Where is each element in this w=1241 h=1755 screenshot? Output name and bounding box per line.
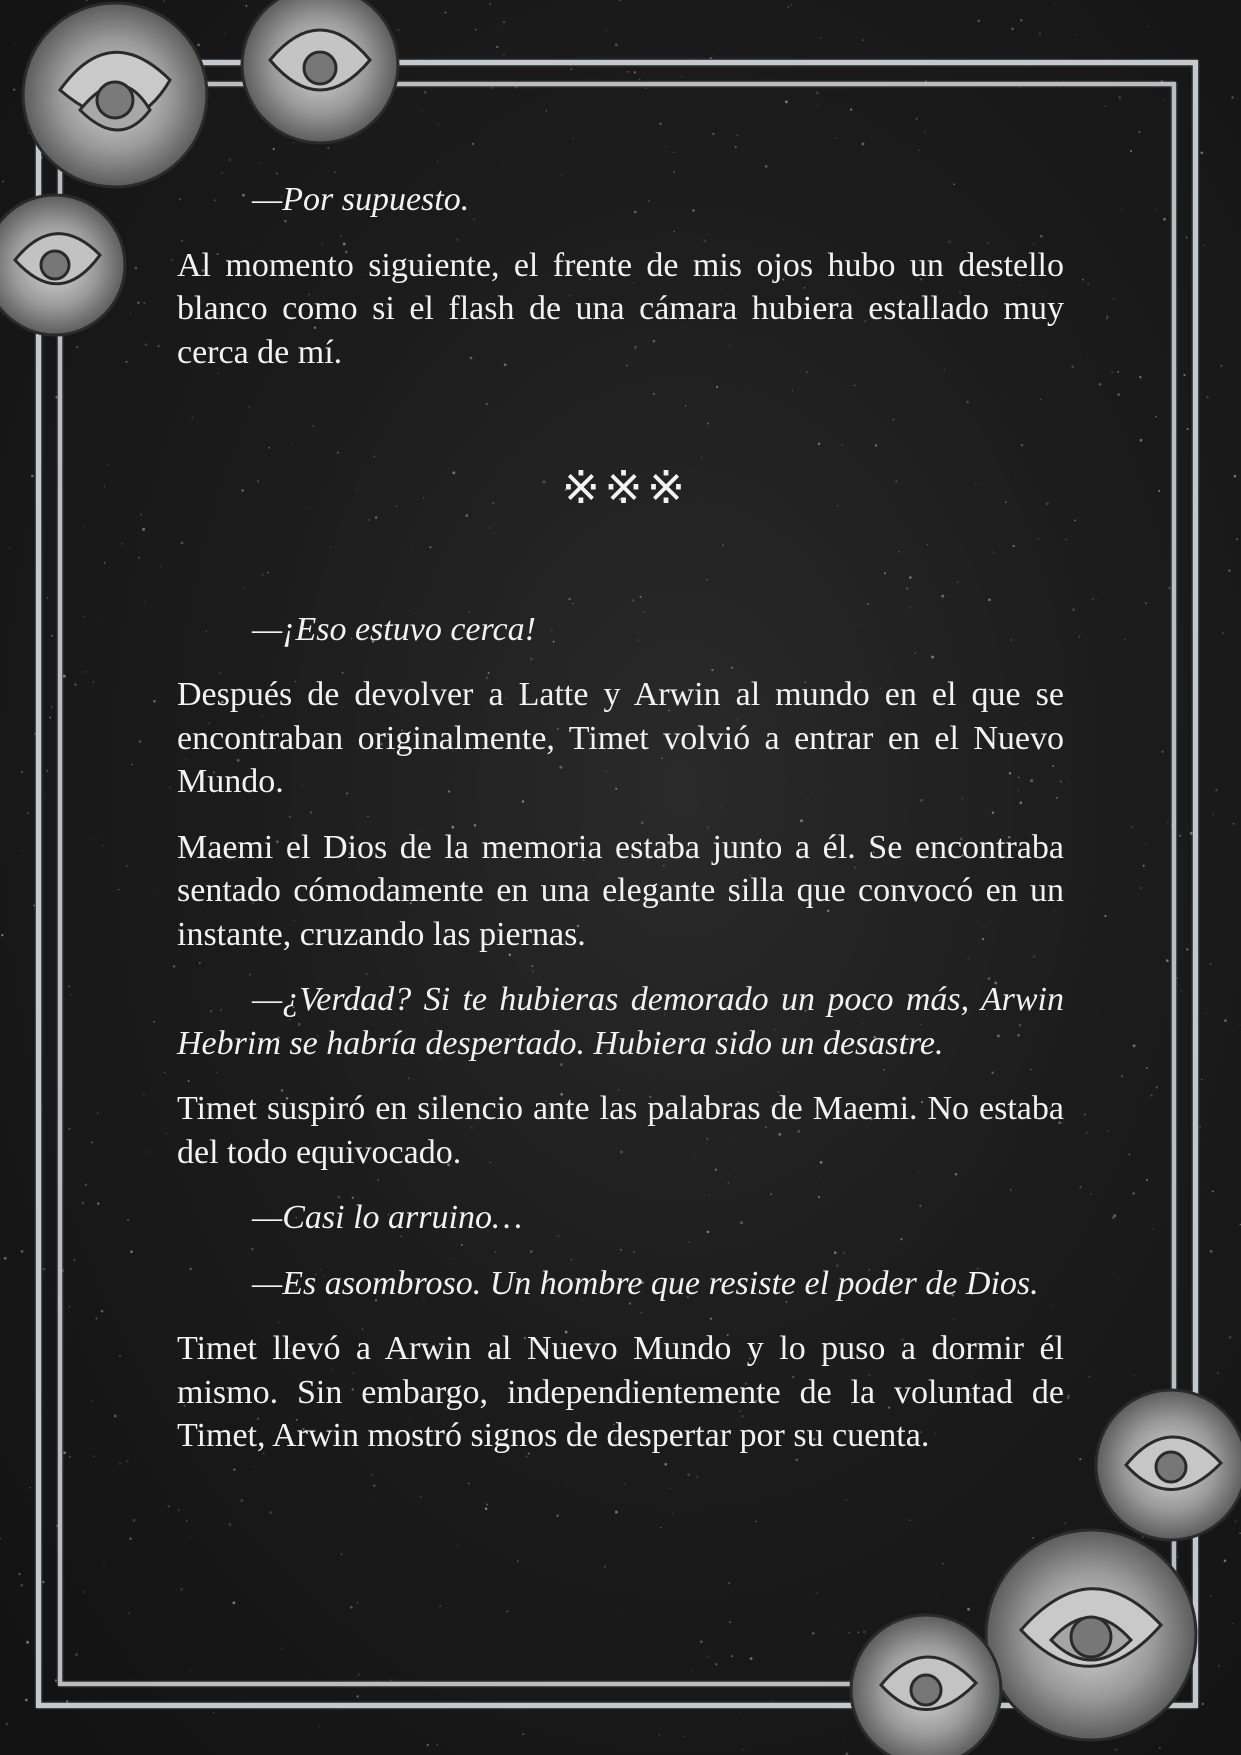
dialog-line: —Casi lo arruino… xyxy=(252,1199,523,1236)
narration-paragraph: Timet suspiró en silencio ante las palabras de Maemi. No estaba del todo equivocado. xyxy=(177,1090,1064,1171)
narration-paragraph: Después de devolver a Latte y Arwin al mundo en el que se encontraban originalmente, Timet volvió a entrar en el Nuevo Mundo. xyxy=(177,676,1064,800)
dialog-line: —Es asombroso. Un hombre que resiste el poder de Dios. xyxy=(252,1264,1039,1302)
dialog-line: —¿Verdad? Si te hubieras demorado un poco más, Arwin Hebrim se habría despertado. Hubiera sido un desastre. xyxy=(177,981,1064,1062)
narration-paragraph: Maemi el Dios de la memoria estaba junto a él. Se encontraba sentado cómodamente en una elegante silla que convocó en un instante, cruzando las piernas. xyxy=(177,828,1064,953)
chapter-text xyxy=(177,178,1064,1480)
narration-paragraph: Al momento siguiente, el frente de mis ojos hubo un destello blanco como si el flash de una cámara hubiera estallado muy cerca de mí. xyxy=(177,246,1064,371)
scene-separator: ※※※ xyxy=(561,462,690,513)
dialog-line: —¡Eso estuvo cerca! xyxy=(252,610,536,648)
narration-paragraph: Timet llevó a Arwin al Nuevo Mundo y lo puso a dormir él mismo. Sin embargo, independientemente de la voluntad de Timet, Arwin mostró signos de despertar por su cuenta. xyxy=(177,1330,1064,1454)
dialog-line: —Por supuesto. xyxy=(252,181,470,218)
